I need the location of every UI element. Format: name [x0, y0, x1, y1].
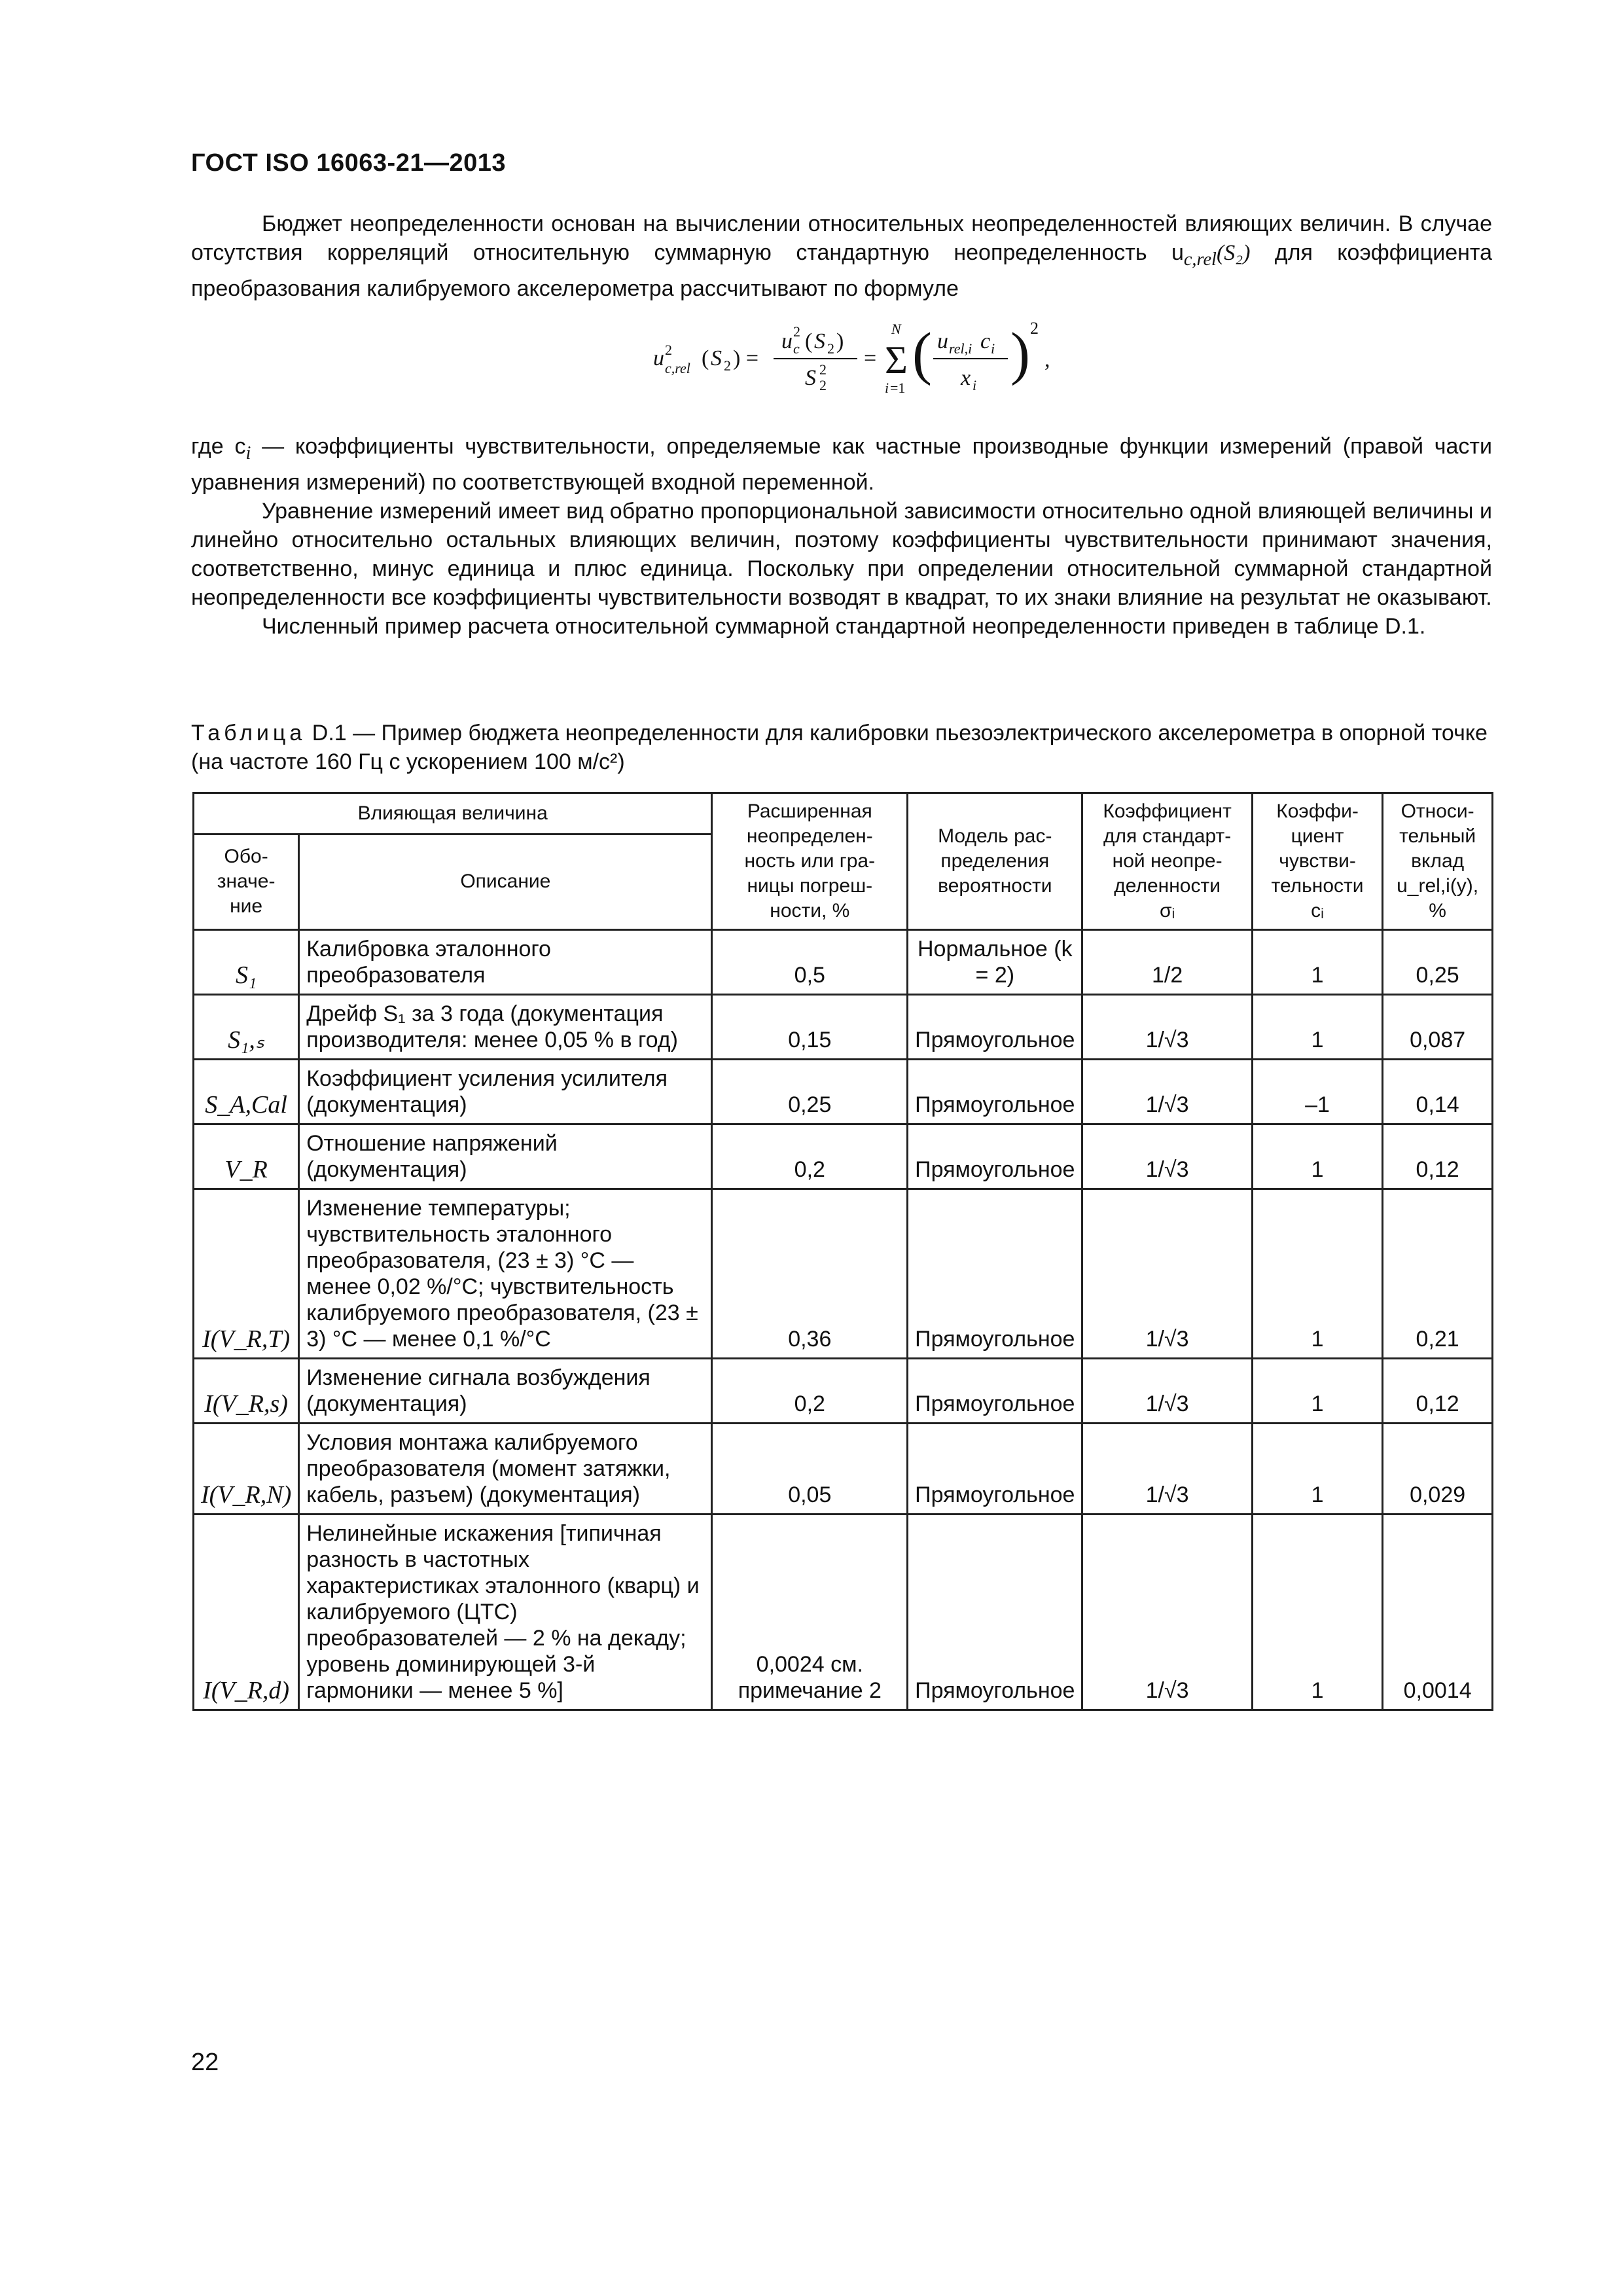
svg-text:c: c [980, 329, 991, 353]
row-description: Изменение сигнала возбуждения (документация) [299, 1359, 712, 1424]
row-sensitivity: 1 [1252, 1359, 1382, 1424]
row-std-coefficient: 1/√3 [1082, 1515, 1252, 1710]
row-sensitivity: –1 [1252, 1060, 1382, 1124]
svg-text:c: c [793, 340, 800, 357]
table-row [194, 1124, 1493, 1189]
svg-text:u: u [653, 346, 664, 370]
row-expanded-uncertainty: 0,0024 см. примечание 2 [712, 1515, 908, 1710]
row-expanded-uncertainty: 0,5 [712, 930, 908, 995]
row-contribution: 0,12 [1383, 1124, 1493, 1189]
svg-text:i: i [991, 340, 995, 357]
row-symbol: S₁ [194, 930, 299, 995]
where-tail: — коэффициенты чувствительности, определяемые как частные производные функции измерений (правой части уравнения измерений) по соответствующей входной переменной. [191, 434, 1492, 495]
row-description: Дрейф S₁ за 3 года (документация производителя: менее 0,05 % в год) [299, 995, 712, 1060]
example-paragraph: Численный пример расчета относительной суммарной стандартной неопределенности приведен в таблице D.1. [262, 613, 1426, 639]
row-contribution: 0,14 [1383, 1060, 1493, 1124]
table-header-row [194, 793, 1493, 834]
row-description: Отношение напряжений (документация) [299, 1124, 712, 1189]
intro-subscript: c,rel [1183, 249, 1217, 270]
svg-text:2: 2 [819, 361, 827, 378]
table-caption-label: Таблица [191, 721, 306, 745]
row-std-coefficient: 1/√3 [1082, 1124, 1252, 1189]
row-symbol: I(V_R,d) [194, 1515, 299, 1710]
svg-text:2: 2 [827, 340, 834, 357]
uncertainty-formula [653, 308, 1059, 406]
row-std-coefficient: 1/√3 [1082, 1359, 1252, 1424]
svg-text:(: ( [805, 329, 813, 353]
table-row [194, 930, 1493, 995]
table-row [194, 1189, 1493, 1359]
row-sensitivity: 1 [1252, 1189, 1382, 1359]
svg-text:Σ: Σ [885, 338, 908, 382]
svg-text:S: S [814, 329, 825, 353]
row-sensitivity: 1 [1252, 1124, 1382, 1189]
row-contribution: 0,25 [1383, 930, 1493, 995]
equation-paragraph: Уравнение измерений имеет вид обратно пропорциональной зависимости относительно одной влияющей величины и линейно относительно остальных влияющих величин, поэтому коэффициенты чувствительности принимают значения, соответственно, минус единица и плюс единица. Поскольку при определении относительной суммарной стандартной неопределенности все коэффициенты чувствительности возводят в квадрат, то их знаки влияние на результат не оказывают. [191, 498, 1492, 610]
svg-text:(: ( [912, 321, 932, 386]
table-row [194, 1515, 1493, 1710]
header-expanded: Расширенная неопределен- ность или гра- ницы погреш- ности, % [712, 793, 908, 930]
svg-text:rel,i: rel,i [949, 340, 972, 357]
header-description: Описание [299, 834, 712, 929]
table-row [194, 995, 1493, 1060]
row-expanded-uncertainty: 0,25 [712, 1060, 908, 1124]
intro-tail: для коэффициента преобразования калибруемого акселерометра рассчитывают по формуле [191, 240, 1492, 301]
header-influence: Влияющая величина [194, 793, 712, 834]
row-distribution-model: Прямоугольное [908, 1359, 1082, 1424]
row-sensitivity: 1 [1252, 930, 1382, 995]
row-description: Коэффициент усиления усилителя (документация) [299, 1060, 712, 1124]
svg-text:u: u [781, 329, 793, 353]
row-description: Условия монтажа калибруемого преобразователя (момент затяжки, кабель, разъем) (документация) [299, 1424, 712, 1515]
svg-text:c,rel: c,rel [665, 360, 690, 376]
row-sensitivity: 1 [1252, 995, 1382, 1060]
table-caption [191, 719, 1492, 776]
table-row [194, 1424, 1493, 1515]
row-symbol: I(V_R,s) [194, 1359, 299, 1424]
svg-text:u: u [937, 329, 948, 353]
row-symbol: I(V_R,N) [194, 1424, 299, 1515]
svg-text:x: x [961, 366, 971, 390]
intro-paragraph [191, 209, 1492, 303]
row-sensitivity: 1 [1252, 1424, 1382, 1515]
row-expanded-uncertainty: 0,05 [712, 1424, 908, 1515]
row-contribution: 0,029 [1383, 1424, 1493, 1515]
row-std-coefficient: 1/√3 [1082, 1060, 1252, 1124]
formula-comma: , [1044, 348, 1050, 372]
row-symbol: S_A,Cal [194, 1060, 299, 1124]
intro-argument: (S₂) [1216, 241, 1251, 265]
document-header: ГОСТ ISO 16063-21—2013 [191, 149, 507, 177]
row-expanded-uncertainty: 0,2 [712, 1124, 908, 1189]
header-coef-std: Коэффициент для стандарт- ной неопре- деленности σᵢ [1082, 793, 1252, 930]
row-distribution-model: Прямоугольное [908, 1124, 1082, 1189]
row-description: Нелинейные искажения [типичная разность в частотных характеристиках эталонного (кварц) и калибруемого (ЦТС) преобразователей — 2 % на декаду; уровень доминирующей 3-й гармоники — менее 5 %] [299, 1515, 712, 1710]
row-distribution-model: Прямоугольное [908, 1189, 1082, 1359]
intro-text: Бюджет неопределенности основан на вычислении относительных неопределенностей влияющих величин. В случае отсутствия корреляций относительную суммарную стандартную неопределенность u [191, 211, 1492, 265]
header-contribution: Относи- тельный вклад u_rel,i(y), % [1383, 793, 1493, 930]
svg-text:): ) [1010, 321, 1030, 386]
svg-text:=: = [864, 346, 877, 370]
table-caption-text: D.1 — Пример бюджета неопределенности для калибровки пьезоэлектрического акселерометра в опорной точке (на частоте 160 Гц с ускорением 100 м/с²) [191, 721, 1488, 774]
row-contribution: 0,12 [1383, 1359, 1493, 1424]
where-section [191, 432, 1492, 641]
header-symbol: Обо- значе- ние [194, 834, 299, 929]
where-subscript: i [245, 442, 251, 463]
svg-text:=1: =1 [890, 380, 906, 396]
row-description: Изменение температуры; чувствительность эталонного преобразователя, (23 ± 3) °С — менее 0,02 %/°С; чувствительность калибруемого преобразователя, (23 ± 3) °С — менее 0,1 %/°С [299, 1189, 712, 1359]
row-distribution-model: Прямоугольное [908, 1060, 1082, 1124]
row-distribution-model: Нормальное (k = 2) [908, 930, 1082, 995]
header-sensitivity: Коэффи- циент чувстви- тельности cᵢ [1252, 793, 1382, 930]
row-contribution: 0,087 [1383, 995, 1493, 1060]
row-symbol: S₁,ₛ [194, 995, 299, 1060]
row-expanded-uncertainty: 0,15 [712, 995, 908, 1060]
svg-text:) =: ) = [733, 346, 758, 370]
svg-text:(: ( [702, 346, 709, 370]
formula-graphic [653, 308, 1059, 406]
row-symbol: I(V_R,T) [194, 1189, 299, 1359]
svg-text:S: S [711, 346, 722, 370]
row-sensitivity: 1 [1252, 1515, 1382, 1710]
where-lead: где c [191, 434, 246, 459]
svg-text:2: 2 [724, 357, 731, 374]
svg-text:S: S [805, 366, 816, 390]
row-expanded-uncertainty: 0,2 [712, 1359, 908, 1424]
row-expanded-uncertainty: 0,36 [712, 1189, 908, 1359]
svg-text:): ) [836, 329, 844, 353]
svg-text:2: 2 [793, 323, 800, 340]
svg-text:2: 2 [665, 342, 672, 358]
row-distribution-model: Прямоугольное [908, 1424, 1082, 1515]
svg-text:2: 2 [1030, 319, 1039, 338]
header-model: Модель рас- пределения вероятности [908, 793, 1082, 930]
row-std-coefficient: 1/√3 [1082, 1424, 1252, 1515]
svg-text:2: 2 [819, 377, 827, 393]
row-contribution: 0,0014 [1383, 1515, 1493, 1710]
table-row [194, 1359, 1493, 1424]
svg-text:N: N [891, 321, 901, 337]
row-std-coefficient: 1/√3 [1082, 1189, 1252, 1359]
row-contribution: 0,21 [1383, 1189, 1493, 1359]
row-description: Калибровка эталонного преобразователя [299, 930, 712, 995]
row-symbol: V_R [194, 1124, 299, 1189]
svg-text:i: i [885, 380, 889, 396]
row-distribution-model: Прямоугольное [908, 995, 1082, 1060]
svg-text:i: i [972, 377, 977, 393]
page-number: 22 [191, 2049, 219, 2076]
table-row [194, 1060, 1493, 1124]
row-distribution-model: Прямоугольное [908, 1515, 1082, 1710]
row-std-coefficient: 1/2 [1082, 930, 1252, 995]
row-std-coefficient: 1/√3 [1082, 995, 1252, 1060]
uncertainty-budget-table [192, 792, 1493, 1711]
